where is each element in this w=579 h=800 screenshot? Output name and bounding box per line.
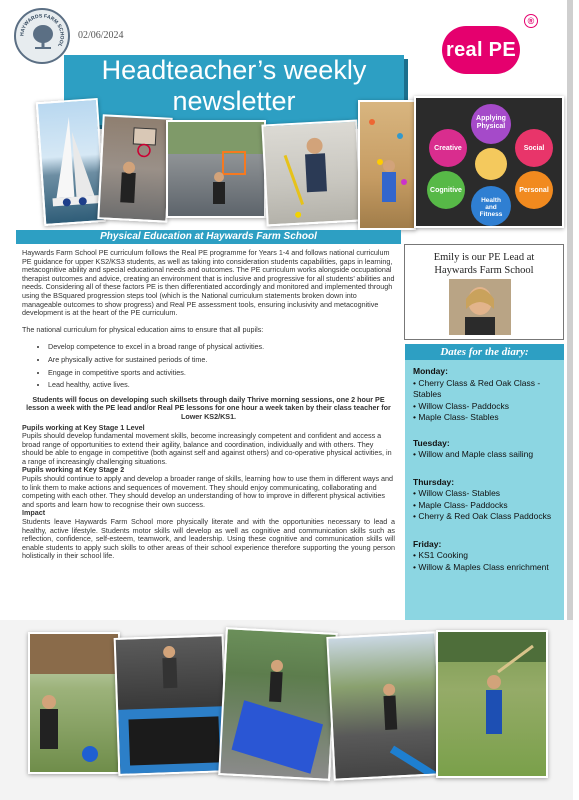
focus-statement: Students will focus on developing such skillsets through daily Thrive morning sessions, one 2 hour PE lesson a week with the PE lead and/or Real PE lessons for one hour a week taken by their class teacher for Lower KS2/KS1. [26, 394, 391, 421]
aims-intro: The national curriculum for physical education aims to ensure that all pupils: [22, 324, 264, 334]
newsletter-date: 02/06/2024 [78, 30, 124, 41]
school-logo [14, 8, 70, 64]
diary-event: • Willow Class- Stables [413, 488, 501, 498]
sailing-illustration [38, 100, 106, 226]
diary-event: • Willow Class- Paddocks [413, 400, 510, 411]
photo-playground-game [166, 120, 266, 218]
diary-title: Dates for the diary: [405, 344, 564, 360]
svg-text:Fitness: Fitness [479, 211, 503, 218]
diary-event: • Cherry & Red Oak Class Paddocks [413, 511, 552, 521]
diary-panel [405, 344, 564, 626]
diary-event: • Maple Class- Paddocks [413, 499, 508, 510]
title-line-1: Headteacher’s weekly [101, 55, 367, 85]
ball-game-illustration [30, 634, 120, 774]
svg-text:Creative: Creative [434, 145, 462, 152]
diary-list [413, 366, 561, 573]
diary-day-monday: Monday: [413, 366, 448, 376]
aim-item: • Are physically active for sustained periods of time. [48, 356, 395, 365]
photo-sailing [36, 98, 106, 226]
diary-event: • Willow and Maple class sailing [413, 449, 534, 459]
hockey-illustration [263, 121, 362, 226]
basketball-illustration [99, 116, 173, 222]
svg-text:Physical: Physical [476, 123, 506, 130]
pe-lead-photo [449, 279, 511, 335]
diary-event: • KS1 Cooking [413, 550, 468, 560]
climbing-illustration [360, 102, 416, 230]
diary-event: • Willow & Maples Class enrichment [413, 561, 549, 572]
portrait-illustration [449, 279, 511, 335]
real-pe-logo: real PE [442, 26, 520, 74]
diary-event: • Maple Class- Stables [413, 412, 499, 422]
svg-text:Applying: Applying [476, 115, 506, 122]
aim-item: • Engage in competitive sports and activities. [48, 369, 395, 378]
diary-day-thursday: Thursday: [413, 476, 455, 487]
photo-trampoline [114, 634, 229, 776]
photo-basketball [97, 114, 172, 223]
diary-day-tuesday: Tuesday: [413, 437, 450, 448]
photo-gym-mat [218, 627, 338, 781]
pe-lead-line-2: Haywards Farm School [434, 265, 534, 276]
svg-text:Cognitive: Cognitive [430, 187, 462, 194]
main-content [16, 246, 401, 626]
photo-climbing-wall [358, 100, 416, 230]
impact-text: Students leave Haywards Farm School more physically literate and with the opportunities necessary to lead a healthy, active lifestyle. Students motor skills will develop as well as cognitive and communication skills such as reflection, confidence, self-esteem, teamwork, and leadership. Using these cognitive and communication skills will enable students to apply such skills to other areas of their school experience therefore supporting the young person holistically in their school life. [22, 517, 395, 561]
school-logo-text: HAYWARDS FARM SCHOOL [19, 13, 65, 48]
ks2-heading: Pupils working at Key Stage 2 [22, 465, 125, 475]
baseball-illustration [438, 632, 548, 778]
gym-mat-illustration [220, 629, 338, 781]
diary-day-friday: Friday: [413, 538, 442, 549]
section-heading: Physical Education at Haywards Farm School [16, 230, 401, 244]
ks2-text: Pupils should continue to apply and develop a broader range of skills, learning how to use them in different ways and to link them to make actions and sequences of movement. They should enjoy communicating, collaborating and competing with each other. They should develop an understanding of how to improve in different physical activities and sports and learn how to recognise their own success. [22, 474, 394, 509]
aim-item: • Develop competence to excel in a broad range of physical activities. [48, 343, 395, 352]
trampoline-illustration [116, 636, 229, 776]
impact-heading: Impact [22, 508, 46, 518]
tree-icon [31, 24, 55, 50]
ks1-heading: Pupils working at Key Stage 1 Level [22, 422, 145, 432]
svg-text:Personal: Personal [519, 187, 549, 194]
intro-paragraph: Haywards Farm School PE curriculum follows the Real PE programme for Years 1-4 and follows national curriculum PE guidance for upper KS2/KS3 students, as well as taking into consideration students capabilities, gaps in learning, metacognitive ability and special educational needs and outcomes. The PE curriculum works alongside occupational therapist outcomes and advice, creating an environment that is inclusive and progressive for all students’ abilities and needs. Considering all of these factors PE is then differentiated accordingly and monitored and implemented through using the BSquared progression steps tool (which is the National curriculum statements broken down into manageable outcomes to show progress) and Real PE assessment tools, ensuring inclusivity and metacognitive development is at the heart of the PE curriculum. [22, 248, 395, 318]
title-line-2: newsletter [172, 86, 296, 116]
photo-hockey [261, 120, 362, 227]
aims-list [48, 343, 395, 389]
diary-event: • Cherry Class & Red Oak Class - Stables [413, 377, 541, 399]
pe-lead-caption [405, 251, 563, 277]
aim-item: • Lead healthy, active lives. [48, 381, 395, 390]
svg-text:Social: Social [523, 145, 545, 152]
ks1-text: Pupils should develop fundamental movement skills, become increasingly competent and confident and access a broad range of opportunities to extend their agility, balance and coordination, individually and with others. They should be able to engage in competitive (both against self and against others) and co-operative physical activities, in a range of increasingly challenging situations. [22, 431, 392, 466]
svg-text:Health: Health [481, 197, 501, 204]
photo-balance-beam [326, 631, 443, 781]
photo-baseball [436, 630, 548, 778]
real-pe-cogs-graphic [414, 96, 564, 228]
pe-lead-box [404, 244, 564, 340]
svg-text:and: and [485, 204, 497, 211]
pe-lead-line-1: Emily is our PE Lead at [433, 252, 535, 263]
balance-beam-illustration [328, 633, 443, 781]
registered-mark: ® [524, 14, 538, 28]
playground-illustration [168, 122, 266, 218]
cogs-illustration [416, 98, 564, 228]
photo-ball-game [28, 632, 120, 774]
